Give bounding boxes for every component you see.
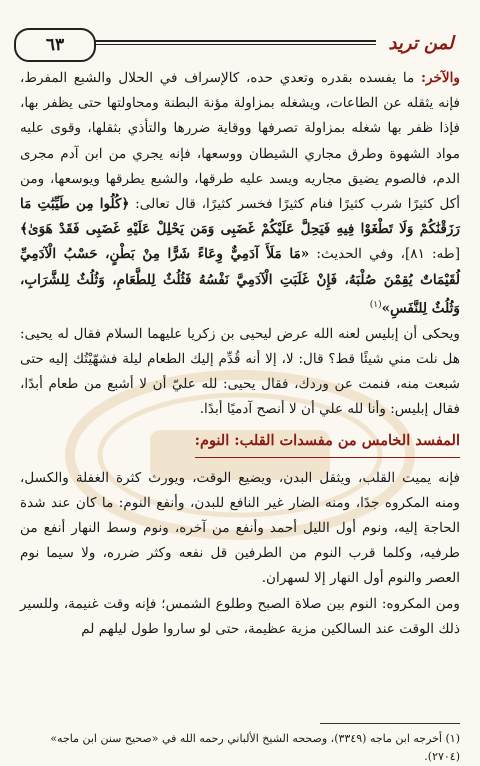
hadith-quote: «مَا مَلَأَ آدَمِيٌّ وِعَاءً شَرًّا مِنْ بَطْنٍ، حَسْبُ الْآدَمِيِّ لُقَيْمَاتٌ يُقِمْنَ صُلْبَهُ، فَإِنْ غَلَبَتِ الْآدَمِيَّ نَفْسُهُ فَثُلُثٌ لِلطَّعَامِ، وَثُلُثٌ لِلشَّرَابِ، وَثُلُثٌ لِلنَّفَسِ» bbox=[20, 246, 460, 317]
quran-verse: ﴿كُلُوا مِن طَيِّبَٰتِ مَا رَزَقْنَٰكُمْ وَلَا تَطْغَوْا فِيهِ فَيَحِلَّ عَلَيْكُمْ غَضَبِى وَمَن يَحْلِلْ عَلَيْهِ غَضَبِى فَقَدْ هَوَىٰ﴾ bbox=[20, 196, 460, 238]
paragraph-3: فإنه يميت القلب، ويثقل البدن، ويضيع الوقت، ويورث كثرة الغفلة والكسل، ومنه المكروه جدًا، ومنه الضار غير النافع للبدن، وأنفع النوم: ما كان عند شدة الحاجة إليه، ونوم أول الليل أحمد وأنفع من آخره، ونوم وسط النهار أنفع من طرفيه، وكلما قرب النوم من الطرفين قل نفعه وكثر ضرره، ولا سيما نوم العصر والنوم أول النهار إلا لسهران. bbox=[20, 469, 460, 587]
header-rule bbox=[48, 40, 376, 42]
footnote: (١) أخرجه ابن ماجه (٣٣٤٩)، وصححه الشيخ الألباني رحمه الله في «صحيح سنن ابن ماجه» (٢٧٠٤). bbox=[50, 732, 460, 763]
paragraph-1-text: ما يفسده بقدره وتعدي حده، كالإسراف في الحلال والشبع المفرط، فإنه يثقله عن الطاعات، ويشغله بمزاولة مؤنة البطنة ومحاولتها حتى يظفر بها، فإذا ظفر بها شغله بمزاولة تصرفها ووقاية ضررها والتأذي بثقلها، وقوى عليه مواد الشهوة وطرق مجاري الشيطان ووسعها، فإنه يجري من ابن آدم مجرى الدم، فالصوم يضيق مجاريه ويسد عليه طرقها، والشبع يطرقها ويوسعها، ومن أكل كثيرًا شرب كثيرًا فنام كثيرًا فخسر كثيرًا، قال تعالى: bbox=[20, 70, 460, 213]
page-number: ٦٣ bbox=[14, 28, 96, 62]
header-rule-thin bbox=[48, 44, 376, 45]
paragraph-2: ويحكى أن إبليس لعنه الله عرض ليحيى بن زكريا عليهما السلام فقال له يحيى: هل نلت مني شيئًا قط؟ قال: لا، إلا أنه قُدِّم إليك الطعام ليلة فشهّيْتُك إليه حتى شبعت منه، فنمت عن وردك، فقال يحيى: لله عليّ أن لا أشبع من طعام أبدًا، فقال إبليس: وأنا لله علي أن لا أنصح آدميًا أبدًا. bbox=[20, 325, 460, 418]
paragraph-1 bbox=[20, 66, 460, 322]
footnote-separator bbox=[320, 723, 460, 724]
body-text bbox=[20, 66, 460, 642]
section-heading: المفسد الخامس من مفسدات القلب: النوم: bbox=[195, 428, 460, 457]
paragraph-4: ومن المكروه: النوم بين صلاة الصبح وطلوع الشمس؛ فإنه وقت غنيمة، وللسير ذلك الوقت عند السالكين مزية عظيمة، حتى لو ساروا طول ليلهم لم bbox=[20, 595, 460, 637]
verse-reference: [طه: ٨١]، وفي الحديث: bbox=[309, 246, 461, 263]
paragraph-lead: والآخر: bbox=[420, 70, 460, 86]
book-title: لمن تريد bbox=[388, 32, 454, 54]
footnote-marker[interactable]: (١) bbox=[369, 299, 382, 310]
